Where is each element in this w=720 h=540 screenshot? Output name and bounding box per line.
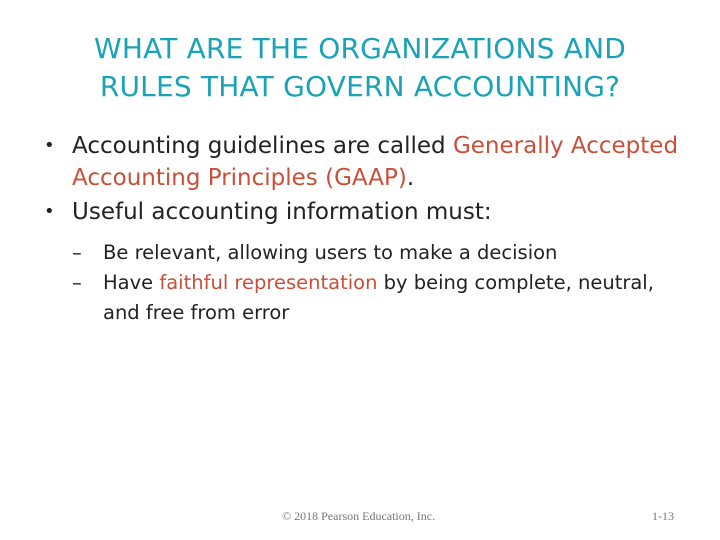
bullet-text: Accounting guidelines are called bbox=[72, 133, 453, 159]
sub-bullet-faithful bbox=[44, 268, 684, 328]
bullet-useful-info bbox=[44, 196, 684, 228]
sub-bullet-relevant bbox=[44, 238, 684, 268]
sub-bullet-text: Have bbox=[103, 271, 160, 294]
title-line-2: RULES THAT GOVERN ACCOUNTING? bbox=[99, 70, 621, 103]
gaap-highlight: Generally Accepted Accounting Principles (GAAP) bbox=[72, 133, 679, 191]
dash-marker: – bbox=[72, 271, 82, 294]
bullet-marker: • bbox=[44, 201, 55, 222]
bullet-marker: • bbox=[44, 135, 55, 156]
sub-bullet-text: Be relevant, allowing users to make a decision bbox=[103, 241, 558, 264]
slide-body bbox=[44, 130, 684, 328]
bullet-gaap bbox=[44, 130, 684, 194]
page-number: 1-13 bbox=[652, 509, 674, 523]
sub-bullet-text-end: by being complete, neutral, and free from error bbox=[103, 271, 654, 324]
slide-title bbox=[20, 30, 700, 106]
bullet-text-end: . bbox=[406, 165, 415, 191]
sub-bullet-list bbox=[44, 238, 684, 328]
title-line-1: WHAT ARE THE ORGANIZATIONS AND bbox=[93, 32, 627, 65]
faithful-representation-highlight: faithful representation bbox=[159, 271, 378, 294]
copyright-footer: © 2018 Pearson Education, Inc. bbox=[282, 509, 436, 523]
dash-marker: – bbox=[72, 241, 82, 264]
bullet-text: Useful accounting information must: bbox=[72, 199, 492, 225]
